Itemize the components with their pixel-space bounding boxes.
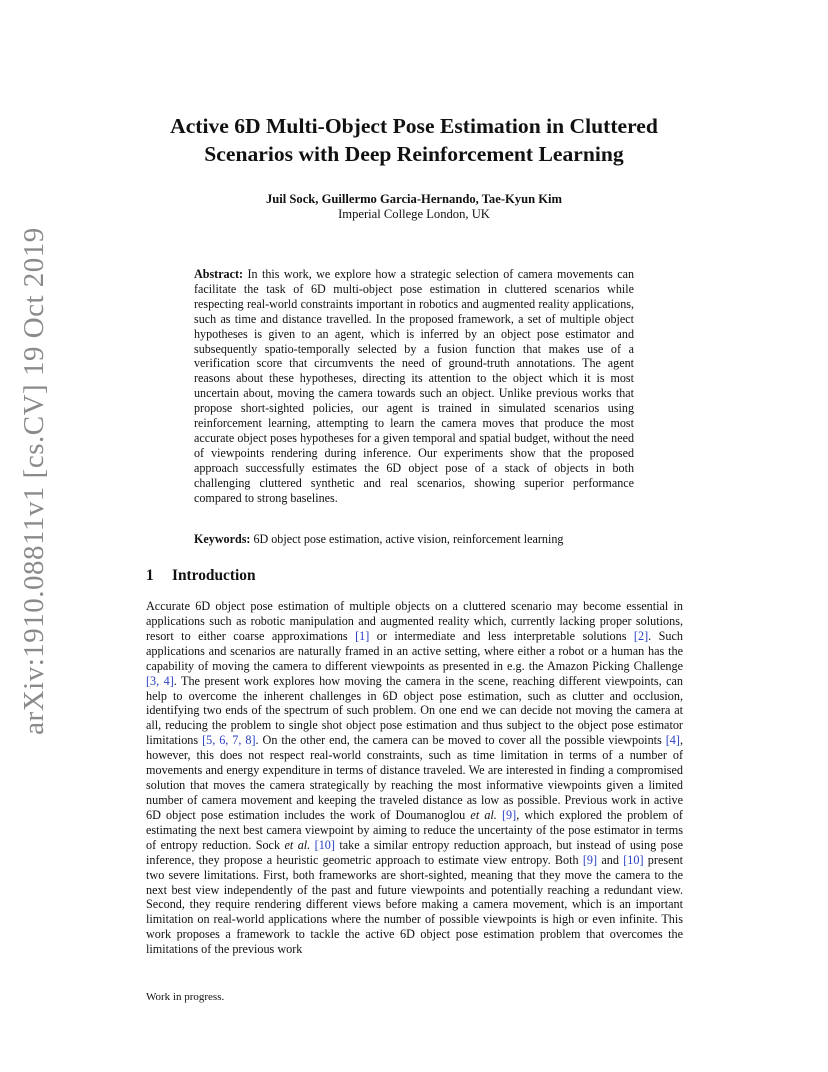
title-line-1: Active 6D Multi-Object Pose Estimation in Cluttered (170, 114, 658, 138)
intro-text: or intermediate and less interpretable solutions (369, 628, 634, 643)
title-line-2: Scenarios with Deep Reinforcement Learning (204, 142, 624, 166)
intro-text: . On the other end, the camera can be moved to cover all the possible viewpoints (255, 733, 666, 748)
citation-link[interactable]: [3, 4] (146, 673, 174, 688)
et-al: et al. (284, 837, 311, 852)
citation-link[interactable]: [10] (623, 852, 644, 867)
intro-text: , however, this does not respect real-world constraints, such as time limitation in terms of a number of movements and energy expenditure in terms of distance traveled. We are interested in finding a compromised solution that moves the camera strategically by reaching the most informative viewpoints given a limited number of camera movement and keeping the traveled distance as low as possible. Previous work in active 6D object pose estimation includes the work of Doumanoglou (146, 733, 683, 822)
intro-text: Accurate 6D object pose estimation of multiple objects on a cluttered scenario may become essential in applications such as robotic manipulation and augmented reality which, currently lacking proper solutions, resort to either coarse approximations (146, 599, 683, 643)
abstract-label: Abstract: (194, 267, 244, 281)
intro-text: . Such applications and scenarios are naturally framed in an active setting, where either a robot or a human has the capability of moving the camera to different viewpoints as presented in e.g. the Amazon Picking Challenge (146, 628, 683, 673)
introduction-paragraph (146, 599, 683, 957)
section-heading-introduction (146, 567, 256, 585)
footnote: Work in progress. (146, 991, 225, 1003)
citation-link[interactable]: [10] (314, 837, 335, 852)
keywords (194, 532, 634, 547)
citation-link[interactable]: [9] (582, 852, 598, 867)
intro-text: . The present work explores how moving the camera in the scene, reaching different viewpoints, can help to overcome the inherent challenges in 6D object pose estimation, such as clutter and occlusion, identifying two ends of the spectrum of such problem. On one end we can decide not moving the camera at all, reducing the problem to single shot object pose estimation and thus subject to the object pose estimator limitations (146, 673, 683, 748)
authors: Juil Sock, Guillermo Garcia-Hernando, Tae-Kyun Kim (265, 192, 563, 206)
keywords-label: Keywords: (194, 532, 251, 546)
paper-title (120, 112, 708, 168)
abstract (194, 267, 634, 506)
intro-text: take a similar entropy reduction approach, but instead of using pose inference, they propose a heuristic geometric approach to estimate view entropy. Both (146, 837, 683, 867)
keywords-text: 6D object pose estimation, active vision, reinforcement learning (250, 532, 564, 546)
citation-link[interactable]: [5, 6, 7, 8] (202, 733, 256, 748)
citation-link[interactable]: [2] (633, 628, 649, 643)
intro-text: present two severe limitations. First, both frameworks are short-sighted, meaning that they move the camera to the next best view independently of the past and future viewpoints and potentially reaching a redundant view. Second, they require rendering different views before making a camera movement, which is an important limitation on real-world applications where the number of possible viewpoints is high or even infinite. This work proposes a framework to tackle the active 6D object pose estimation problem that overcomes the limitations of the previous work (146, 852, 683, 957)
et-al: et al. (470, 807, 497, 822)
intro-text: , which explored the problem of estimating the next best camera viewpoint by aiming to reduce the uncertainty of the pose estimator in terms of entropy reduction. Sock (146, 807, 683, 852)
abstract-text: In this work, we explore how a strategic selection of camera movements can facilitate the task of 6D multi-object pose estimation in cluttered scenarios while respecting real-world constraints important in robotics and augmented reality applications, such as time and distance travelled. In the proposed framework, a set of multiple object hypotheses is given to an agent, which is inferred by an object pose estimator and subsequently spatio-temporally selected by a fusion function that makes use of a verification score that circumvents the need of ground-truth annotations. The agent reasons about these hypotheses, directing its attention to the object which it is most uncertain about, moving the camera towards such an object. Unlike previous works that propose short-sighted policies, our agent is trained in simulated scenarios using reinforcement learning, attempting to learn the camera moves that produce the most accurate object poses hypotheses for a given temporal and spatial budget, without the need of viewpoints rendering during inference. Our experiments show that the proposed approach successfully estimates the 6D object pose of a stack of objects in both challenging cluttered synthetic and real scenarios, showing superior performance compared to strong baselines. (194, 267, 634, 505)
citation-link[interactable]: [1] (355, 628, 370, 643)
citation-link[interactable]: [4] (665, 733, 680, 748)
section-title: Introduction (172, 567, 256, 584)
citation-link[interactable]: [9] (502, 807, 517, 822)
arxiv-identifier: arXiv:1910.08811v1 [cs.CV] 19 Oct 2019 (18, 227, 50, 735)
intro-text: and (597, 852, 624, 867)
section-number: 1 (146, 567, 154, 584)
affiliation: Imperial College London, UK (338, 207, 490, 221)
